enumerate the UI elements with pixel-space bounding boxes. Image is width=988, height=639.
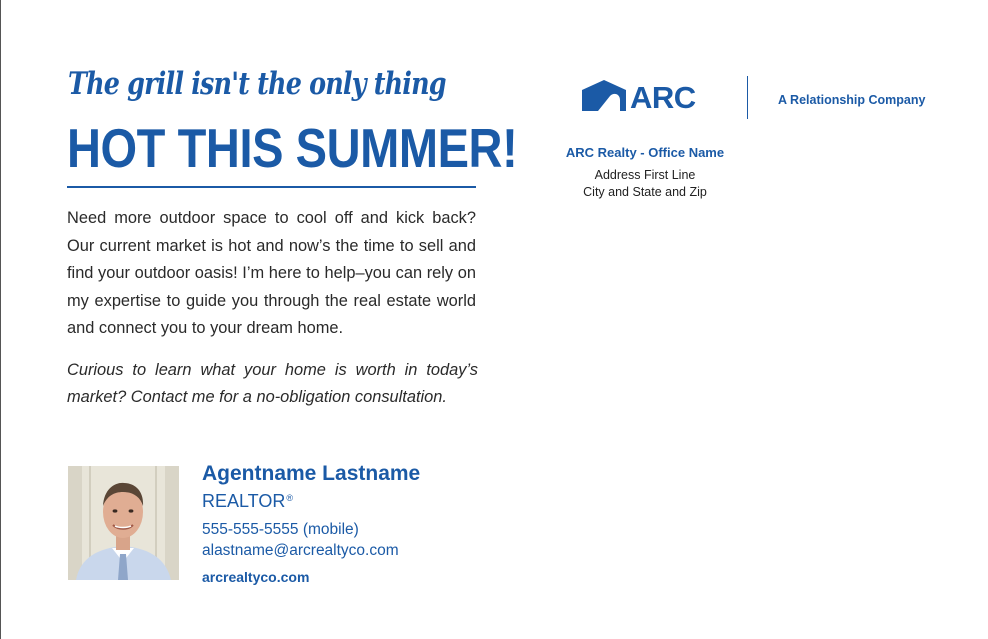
office-address-line2: City and State and Zip xyxy=(583,185,707,199)
brand-tagline: A Relationship Company xyxy=(778,93,926,107)
headline-title: HOT THIS SUMMER! xyxy=(67,117,518,179)
brand-logo-text: ARC xyxy=(630,80,696,115)
headline-divider xyxy=(67,186,476,188)
agent-title-text: REALTOR xyxy=(202,491,286,511)
body-paragraph: Need more outdoor space to cool off and kick back? Our current market is hot and now’s the time to sell and find your outdoor oasis! I’m here to help–you can rely on my expertise to guide you through the real estate world and connect you to your dream home. xyxy=(67,209,476,337)
agent-photo xyxy=(68,466,179,580)
agent-name: Agentname Lastname xyxy=(202,462,421,485)
call-to-action-paragraph: Curious to learn what your home is worth in today’s market? Contact me for a no-obligation consultation. xyxy=(67,361,478,406)
office-address-line1: Address First Line xyxy=(594,168,696,182)
house-roof-icon xyxy=(582,80,626,111)
office-name: ARC Realty - Office Name xyxy=(565,145,725,160)
headline-tagline: The grill isn't the only thing xyxy=(68,66,446,102)
agent-email-link[interactable]: alastname@arcrealtyco.com xyxy=(202,542,399,559)
agent-website-link[interactable]: arcrealtyco.com xyxy=(202,569,310,585)
logo-divider xyxy=(747,76,748,119)
agent-title xyxy=(202,491,293,512)
office-address-block xyxy=(545,145,745,201)
page-edge-rule xyxy=(0,0,1,639)
agent-phone: 555-555-5555 (mobile) xyxy=(202,521,359,538)
registered-mark: ® xyxy=(286,493,293,503)
agent-headshot-image xyxy=(68,466,179,580)
